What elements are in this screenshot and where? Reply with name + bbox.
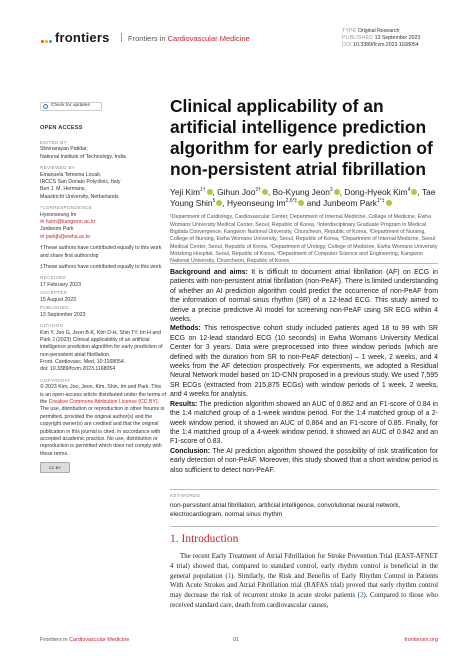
cc-license-badge[interactable] <box>40 462 166 473</box>
copyright: © 2023 Kim, Joo, Jeon, Kim, Shin, Im and Park. This is an open-access article distributed under the terms of the Creative Commons Attribution License (CC BY). The use, distribution or reproduction in other forums is permitted, provided the original author(s) and the copyright owner(s) are credited and that the original publication in this journal is cited, in accordance with accepted academic practice. No use, distribution or reproduction is permitted which does not comply with these terms. <box>40 384 167 457</box>
page-header <box>0 0 474 70</box>
accepted-heading: ACCEPTED <box>40 290 68 296</box>
affiliations: ¹Department of Cardiology, Cardiovascular Center, Department of Internal Medicine, College of Medicine, Ewha Womans University Medical Center, Seoul, Republic of Korea, ²Interdisciplinary Graduate Program in Medical Bigdata Convergence, Kangwon National University, Chuncheon, Republic of Korea, ³Department of Nursing, College of Nursing, Ewha Womans University, Seoul, Republic of Korea, ⁴Department of Internal Medicine, Seoul Medical Center, Seoul, Republic of Korea, ⁵Department of Urology, College of Medicine, Ewha Womans University Mokdong Hospital, Seoul, Republic of Korea, ⁶Department of Computer Science and Engineering, Kangwon National University, Chuncheon, Republic of Korea <box>170 214 438 265</box>
correspondence-heading: *CORRESPONDENCE <box>40 205 92 211</box>
edited-by: Shivnarayan Patidar, National Institute of Technology, India <box>40 146 126 160</box>
divider <box>170 489 438 490</box>
publisher-logo[interactable] <box>40 30 110 45</box>
reference-link[interactable]: 2 <box>359 592 364 600</box>
logo-text: frontiers <box>55 30 110 45</box>
article-meta: TYPE Original Research PUBLISHED 13 September 2023 DOI 10.3389/fcvm.2023.1168054 <box>342 28 421 49</box>
cc-by-icon: CC BY <box>40 462 70 473</box>
author-note: †These authors have contributed equally to this work and share first authorship <box>40 245 162 259</box>
keywords: non-persistent atrial fibrillation, artificial intelligence, convolutional neural network, electrocardiogram, normal sinus rhythm <box>170 502 401 518</box>
footer-site-link[interactable]: frontiersin.org <box>404 637 438 643</box>
keywords-heading: KEYWORDS <box>170 494 201 499</box>
introduction-text: The recent Early Treatment of Atrial Fibrillation for Stroke Prevention Trial (EAST-AFNET 4 trial) showed that, compared to standard control, early rhythm control is beneficial in the general population (1). Similarly, the Risk and Benefits of Early Rhythm Control in Patients With Acute Strokes and Atrial Fibrillation trial (RAFAS trial) proved that early rhythm control may decrease the risk of recurrent stroke in acute stroke patients (2). Compared to those who received standard care, death from cardiovascular causes, <box>170 553 438 609</box>
received-date: 17 February 2023 <box>40 281 81 288</box>
refresh-icon <box>43 104 48 109</box>
article-sidebar <box>40 102 166 473</box>
frontiers-logo-icon <box>40 31 52 41</box>
citation-heading: CITATION <box>40 323 64 329</box>
copyright-heading: COPYRIGHT <box>40 377 71 383</box>
citation: Kim Y, Joo G, Jeon B-K, Kim D-H, Shin TY, Im H and Park J (2023) Clinical applicability of an artificial intelligence prediction algorithm for early prediction of non-persistent atrial fibrillation. Front. Cardiovasc. Med. 10:1168054. doi: 10.3389/fcvm.2023.1168054 <box>40 329 163 373</box>
reference-link[interactable]: 1 <box>227 572 232 580</box>
published-date: 13 September 2023 <box>40 311 86 318</box>
edited-by-heading: EDITED BY <box>40 139 67 145</box>
received-heading: RECEIVED <box>40 275 66 281</box>
footer-journal: Frontiers in Cardiovascular Medicine <box>40 637 130 643</box>
divider <box>170 263 438 264</box>
accepted-date: 15 August 2023 <box>40 296 77 303</box>
reviewed-by-heading: REVIEWED BY <box>40 165 76 171</box>
section-heading-introduction: 1. Introduction <box>170 533 239 545</box>
divider <box>170 526 438 527</box>
article-title: Clinical applicability of an artificial intelligence prediction algorithm for early prediction of non-persistent atrial fibrillation <box>170 96 433 179</box>
published-heading: PUBLISHED <box>40 305 69 311</box>
divider <box>121 33 122 42</box>
license-link[interactable]: Creative Commons Attribution License (CC BY) <box>48 399 158 406</box>
orcid-icon[interactable] <box>386 200 392 206</box>
check-updates-button[interactable]: Check for updates <box>40 102 102 111</box>
author-name[interactable]: Junbeom Park$^{1*\ddagger}$ <box>323 198 392 208</box>
author-list: Yeji Kim$^{1\dagger}$ , Gihun Joo$^{2\dagger}$ , Bo-Kyung Jeon$^3$ , Dong-Hyeok Kim$^4$ , Tae Young Shin$^5$ , Hyeonseung $Im^{2,6*\ddagger}$ and Junbeom Park$^{1*\ddagger}$ <box>170 186 436 208</box>
open-access-label: OPEN ACCESS <box>40 125 83 131</box>
page-number: 01 <box>233 637 240 643</box>
author-name[interactable]: Gihun Joo$^{2\dagger}$ <box>217 187 268 197</box>
journal-name[interactable]: Frontiers in Cardiovascular Medicine <box>115 33 250 43</box>
author-name[interactable]: Dong-Hyeok Kim$^4$ <box>344 187 417 197</box>
author-name[interactable]: Yeji Kim$^{1\dagger}$ <box>170 187 213 197</box>
email-link[interactable]: ✉ parkjb@ewha.ac.kr <box>40 233 91 240</box>
author-name[interactable]: Bo-Kyung Jeon$^3$ <box>273 187 340 197</box>
author-name[interactable]: Hyeonseung $Im^{2,6*\ddagger}$ <box>227 198 304 208</box>
correspondence: Hyeonseung Im ✉ hsim@kangwon.ac.kr Junbeom Park ✉ parkjb@ewha.ac.kr <box>40 212 166 242</box>
author-name[interactable]: Tae Young Shin$^5$ <box>170 186 436 208</box>
author-note: ‡These authors have contributed equally to this work <box>40 263 162 270</box>
abstract: Background and aims: It is difficult to document atrial fibrillation (AF) on ECG in patients with non-persistent atrial fibrillation (non-PeAF). There is limited understanding of whether an AI prediction algorithm could predict the occurrence of non-PeAF from the information of normal sinus rhythm (SR) of a 12-lead ECG. This study aimed to derive a precise predictive AI model for screening non-PeAF using SR ECG within 4 weeks. Methods: This retrospective cohort study included patients aged 18 to 99 with SR ECG on 12-lead standard ECG (10 seconds) in Ewha Womans University Medical Center for 3 years. Data were preprocessed into three window periods (which are defined with the duration from SR to non-PeAF detection) – 1 week, 2 weeks, and 4 weeks from the AF detection prospectively. For experiments, we adopted a Residual Neural Network model based on 1D-CNN proposed in a previous study. We used 7,595 SR ECGs (extracted from 215,875 ECGs) with window periods of 1 week, 2 weeks, and 4 weeks for analysis. Results: The prediction algorithm showed an AUC of 0.862 and an F1-score of 0.84 in the 1:4 matched group of a 1-week window period. For the 1:4 matched group of a 2-week window period, it showed an AUC of 0.864 and an F1-score of 0.85. Finally, for the 1:4 matched group of a 4-week window period, it showed an AUC of 0.842 and an F1-score of 0.83. Conclusion: The AI prediction algorithm showed the possibility of risk stratification for early detection of non-PeAF. Moreover, this study showed that a short window period is also sufficient to detect non-PeAF. <box>170 269 438 474</box>
reviewed-by: Emanuela Teresina Locati, IRCCS San Donato Polyclinic, Italy Ben J. M. Hermans, Maastricht University, Netherlands <box>40 171 121 200</box>
email-link[interactable]: ✉ hsim@kangwon.ac.kr <box>40 219 96 226</box>
article-main <box>170 96 438 265</box>
